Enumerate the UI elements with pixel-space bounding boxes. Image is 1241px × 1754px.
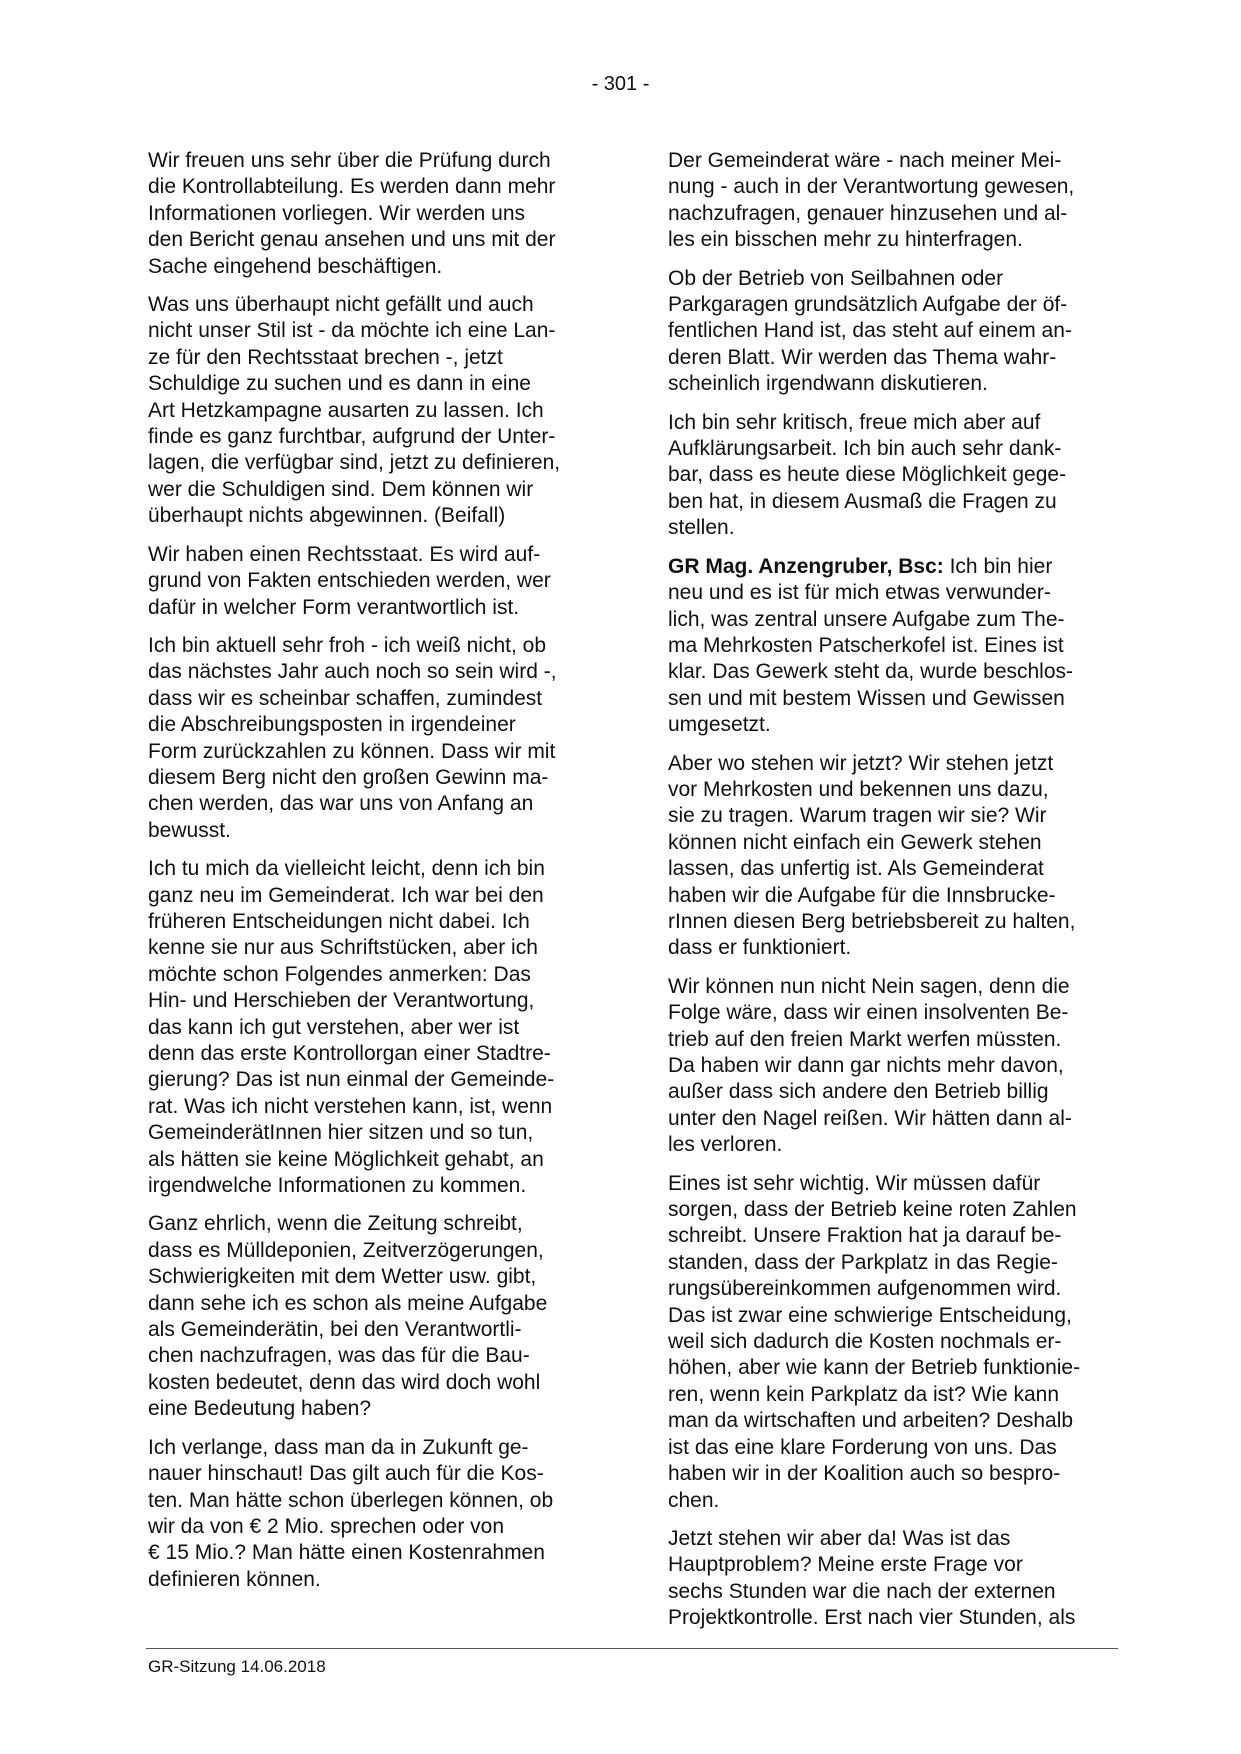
paragraph: Wir haben einen Rechtsstaat. Es wird auf- grund von Fakten entschieden werden, wer dafür in welcher Form verantwortlich ist.: [148, 542, 551, 619]
paragraph: Ob der Betrieb von Seilbahnen oder Parkgaragen grundsätzlich Aufgabe der öf- fentlichen Hand ist, das steht auf einem an- deren Blatt. Wir werden das Thema wahr- scheinlich irgendwann diskutieren.: [668, 266, 1072, 396]
paragraph: Ich bin sehr kritisch, freue mich aber auf Aufklärungsarbeit. Ich bin auch sehr dank- bar, dass es heute diese Möglichkeit gege- ben hat, in diesem Ausmaß die Fragen zu stellen.: [668, 410, 1067, 540]
paragraph: Jetzt stehen wir aber da! Was ist das Hauptproblem? Meine erste Frage vor sechs Stunden war die nach der externen Projektkontrolle. Erst nach vier Stunden, als: [668, 1526, 1076, 1630]
paragraph: Wir können nun nicht Nein sagen, denn die Folge wäre, dass wir einen insolventen Be- trieb auf den freien Markt werfen müssten. Da haben wir dann gar nichts mehr davon, außer dass sich andere den Betrieb billig unter den Nagel reißen. Wir hätten dann al- les verloren.: [668, 974, 1072, 1157]
paragraph: Ich bin aktuell sehr froh - ich weiß nicht, ob das nächstes Jahr auch noch so sein wird -, dass wir es scheinbar schaffen, zumindest die Abschreibungsposten in irgendeiner Form zurückzahlen zu können. Dass wir mit diesem Berg nicht den großen Gewinn ma- chen werden, das war uns von Anfang an bewusst.: [148, 633, 557, 842]
speaker-paragraph: [668, 554, 1120, 739]
paragraph: Wir freuen uns sehr über die Prüfung durch die Kontrollabteilung. Es werden dann mehr Informationen vorliegen. Wir werden uns den Bericht genau ansehen und uns mit der Sache eingehend beschäftigen.: [148, 149, 556, 278]
paragraph: Ich verlange, dass man da in Zukunft ge- nauer hinschaut! Das gilt auch für die Kos- ten. Man hätte schon überlegen können, ob wir da von € 2 Mio. sprechen oder von € 15 Mio.? Man hätte einen Kostenrahmen definieren können.: [148, 1435, 554, 1591]
page-number: - 301 -: [591, 73, 650, 95]
paragraph: Was uns überhaupt nicht gefällt und auch nicht unser Stil ist - da möchte ich eine Lan- ze für den Rechtsstaat brechen -, jetzt Schuldige zu suchen und es dann in eine Art Hetzkampagne ausarten zu lassen. Ich finde es ganz furchtbar, aufgrund der Unter- lagen, die verfügbar sind, jetzt zu definieren, wer die Schuldigen sind. Dem können wir überhaupt nichts abgewinnen. (Beifall): [148, 293, 561, 528]
paragraph: Aber wo stehen wir jetzt? Wir stehen jetzt vor Mehrkosten und bekennen uns dazu, sie zu tragen. Warum tragen wir sie? Wir können nicht einfach ein Gewerk stehen lassen, das unfertig ist. Als Gemeinderat haben wir die Aufgabe für die Innsbrucke- rInnen diesen Berg betriebsbereit zu halten, dass er funktioniert.: [668, 751, 1076, 960]
speaker-name: GR Mag. Anzengruber, Bsc:: [668, 554, 944, 578]
paragraph: Ganz ehrlich, wenn die Zeitung schreibt, dass es Mülldeponien, Zeitverzögerungen, Schwierigkeiten mit dem Wetter usw. gibt, dann sehe ich es schon als meine Aufgabe als Gemeinderätin, bei den Verantwortli- chen nachzufragen, was das für die Bau- kosten bedeutet, denn das wird doch wohl eine Bedeutung haben?: [148, 1212, 548, 1421]
paragraph: Eines ist sehr wichtig. Wir müssen dafür sorgen, dass der Betrieb keine roten Zahlen schreibt. Unsere Fraktion hat ja darauf be- standen, dass der Parkplatz in das Regie- rungsübereinkommen aufgenommen wird. Das ist zwar eine schwierige Entscheidung, weil sich dadurch die Kosten nochmals er- höhen, aber wie kann der Betrieb funktionie- ren, wenn kein Parkplatz da ist? Wie kann man da wirtschaften und arbeiten? Deshalb ist das eine klare Forderung von uns. Das haben wir in der Koalition auch so bespro- chen.: [668, 1171, 1081, 1512]
footer-divider: [146, 1648, 1118, 1649]
paragraph: Ich tu mich da vielleicht leicht, denn ich bin ganz neu im Gemeinderat. Ich war bei den früheren Entscheidungen nicht dabei. Ich kenne sie nur aus Schriftstücken, aber ich möchte schon Folgendes anmerken: Das Hin- und Herschieben der Verantwortung, das kann ich gut verstehen, aber wer ist denn das erste Kontrollorgan einer Stadtre- gierung? Das ist nun einmal der Gemeinde- rat. Was ich nicht verstehen kann, ist, wenn GemeinderätInnen hier sitzen und so tun, als hätten sie keine Möglichkeit gehabt, an irgendwelche Informationen zu kommen.: [148, 857, 555, 1198]
left-column: [148, 148, 600, 1605]
footer-session-date: GR-Sitzung 14.06.2018: [148, 1657, 326, 1676]
right-column: [668, 148, 1120, 1644]
paragraph: Der Gemeinderat wäre - nach meiner Mei- nung - auch in der Verantwortung gewesen, nachzufragen, genauer hinzusehen und al- les ein bisschen mehr zu hinterfragen.: [668, 149, 1075, 252]
speech-text: Ich bin hier neu und es ist für mich etwas verwunder- lich, was zentral unsere Aufgabe zum The- ma Mehrkosten Patscherkofel ist. Eines ist klar. Das Gewerk steht da, wurde beschlos- sen und mit bestem Wissen und Gewissen umgesetzt.: [668, 554, 1074, 737]
